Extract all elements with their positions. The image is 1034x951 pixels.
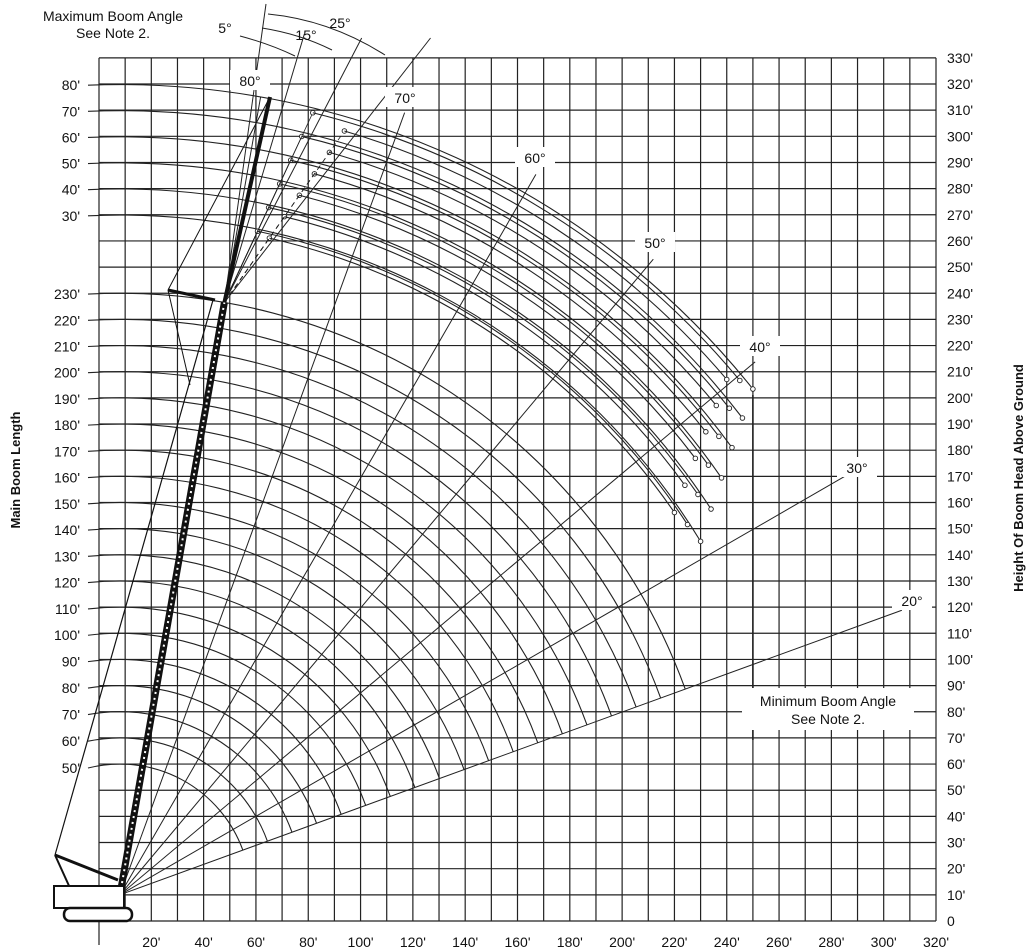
y-tick-label-right: 280' bbox=[947, 180, 974, 197]
main-boom-length-label: 170' bbox=[53, 443, 80, 460]
main-boom-length-label: 160' bbox=[53, 469, 80, 486]
main-boom-length-label: 90' bbox=[61, 653, 80, 670]
max-angle-note-line2: See Note 2. bbox=[76, 25, 150, 41]
jib-end-marker bbox=[696, 492, 701, 497]
y-tick-label-right: 90' bbox=[947, 677, 966, 694]
boom-angle-label: 30° bbox=[846, 460, 868, 476]
y-tick-label-right: 180' bbox=[947, 442, 974, 459]
main-boom-length-label: 80' bbox=[61, 680, 80, 697]
y-tick-label-right: 40' bbox=[947, 808, 966, 825]
x-tick-label: 80' bbox=[299, 934, 318, 950]
jib-end-marker bbox=[740, 416, 745, 421]
min-angle-note-line1: Minimum Boom Angle bbox=[759, 693, 897, 709]
jib-range-curve bbox=[269, 208, 698, 495]
jib-range-curve bbox=[258, 231, 688, 524]
x-tick-label: 280' bbox=[818, 934, 845, 950]
main-boom-length-label: 180' bbox=[53, 417, 80, 434]
grid bbox=[99, 58, 936, 945]
jib-range-curve bbox=[344, 131, 726, 379]
max-angle-note-line1: Maximum Boom Angle bbox=[42, 8, 184, 24]
jib-range-curve bbox=[88, 163, 722, 478]
boom-angle-line bbox=[120, 610, 902, 895]
x-tick-label: 220' bbox=[661, 934, 688, 950]
jib-backstay bbox=[168, 97, 270, 290]
x-tick-label: 320' bbox=[922, 934, 950, 950]
y-tick-label-right: 210' bbox=[947, 363, 974, 380]
boom-angle-label: 60° bbox=[524, 150, 546, 166]
jib-end-marker bbox=[706, 463, 711, 468]
x-tick-label: 60' bbox=[246, 934, 266, 950]
crane-upperworks bbox=[54, 886, 124, 908]
y-tick-label-right: 70' bbox=[947, 729, 966, 746]
jib-offset-label: 5° bbox=[218, 20, 232, 36]
jib-length-label: 80' bbox=[61, 77, 80, 94]
crane-illustration bbox=[54, 97, 270, 921]
x-tick-label: 140' bbox=[452, 934, 479, 950]
main-boom-length-label: 150' bbox=[53, 495, 80, 512]
jib-end-marker bbox=[719, 476, 724, 481]
main-boom-length-label: 50' bbox=[61, 760, 80, 777]
y-tick-label-right: 250' bbox=[947, 259, 974, 276]
jib-end-marker bbox=[709, 507, 714, 512]
main-boom-arc bbox=[88, 659, 341, 814]
main-boom-length-label: 230' bbox=[53, 286, 80, 303]
jib-end-marker bbox=[685, 522, 690, 527]
left-axis-title: Main Boom Length bbox=[8, 411, 23, 529]
main-boom-length-label: 140' bbox=[53, 522, 80, 539]
right-axis-title: Height Of Boom Head Above Ground bbox=[1011, 364, 1026, 592]
jib-end-marker bbox=[738, 378, 743, 383]
y-tick-label-right: 190' bbox=[947, 416, 974, 433]
main-boom-arc bbox=[88, 581, 415, 788]
main-boom-lattice bbox=[120, 302, 224, 894]
jib-length-label: 50' bbox=[61, 155, 80, 172]
y-tick-label-right: 60' bbox=[947, 756, 966, 773]
jib-pendant bbox=[168, 290, 190, 385]
y-tick-label-right: 230' bbox=[947, 311, 974, 328]
y-tick-label-right: 30' bbox=[947, 834, 966, 851]
main-boom-length-label: 190' bbox=[53, 390, 80, 407]
y-tick-label-right: 290' bbox=[947, 154, 974, 171]
main-boom-arc bbox=[88, 398, 587, 725]
jib-range-curve bbox=[284, 217, 684, 486]
y-tick-label-right: 240' bbox=[947, 285, 974, 302]
y-tick-label-right: 150' bbox=[947, 520, 974, 537]
y-tick-label-right: 270' bbox=[947, 206, 974, 223]
main-boom-length-label: 130' bbox=[53, 548, 80, 565]
boom-angle-label: 20° bbox=[901, 593, 923, 609]
jib-end-marker bbox=[672, 510, 677, 515]
y-tick-label-right: 110' bbox=[947, 625, 972, 642]
y-tick-label-right: 50' bbox=[947, 782, 966, 799]
jib-offset-label: 25° bbox=[329, 15, 351, 31]
x-tick-label: 300' bbox=[870, 934, 897, 950]
x-tick-label: 40' bbox=[194, 934, 213, 950]
y-tick-label-right: 10' bbox=[947, 886, 966, 903]
main-boom-arc bbox=[88, 529, 464, 770]
main-boom-length-label: 200' bbox=[53, 364, 80, 381]
y-tick-label-right: 130' bbox=[947, 572, 974, 589]
jib-end-marker bbox=[704, 430, 709, 435]
main-boom-length-label: 100' bbox=[53, 627, 80, 644]
jib-end-marker bbox=[698, 539, 703, 544]
main-boom-length-label: 60' bbox=[61, 733, 80, 750]
jib-range-curve bbox=[314, 174, 705, 432]
jib-end-marker bbox=[717, 434, 722, 439]
main-boom-length-label: 110' bbox=[55, 600, 80, 617]
x-tick-label: 160' bbox=[504, 934, 531, 950]
offset-25-arrow bbox=[268, 14, 385, 55]
jib-length-label: 40' bbox=[61, 181, 80, 198]
jib-range-curve bbox=[329, 152, 716, 405]
main-boom-arc bbox=[88, 319, 661, 698]
y-tick-label-right: 160' bbox=[947, 494, 974, 511]
min-angle-note-line2: See Note 2. bbox=[791, 711, 865, 727]
main-boom-length-label: 210' bbox=[53, 338, 80, 355]
jib-end-marker bbox=[693, 456, 698, 461]
main-boom-arc bbox=[88, 712, 292, 832]
crane-tracks bbox=[64, 908, 132, 921]
y-tick-label-right: 80' bbox=[947, 703, 966, 720]
y-tick-label-right: 100' bbox=[947, 651, 974, 668]
boom-angle-label: 50° bbox=[644, 235, 666, 251]
main-boom-length-label: 220' bbox=[53, 312, 80, 329]
jib-end-marker bbox=[730, 445, 735, 450]
jib-offset-label: 15° bbox=[295, 27, 317, 43]
jib-range-curve bbox=[269, 238, 674, 512]
boom-angle-label: 40° bbox=[749, 339, 771, 355]
boom-angle-lines bbox=[120, 97, 902, 895]
y-tick-label-right: 140' bbox=[947, 546, 974, 563]
y-tick-label-right: 170' bbox=[947, 468, 974, 485]
jib-strut bbox=[168, 290, 215, 300]
x-tick-label: 240' bbox=[713, 934, 740, 950]
y-tick-label-right: 120' bbox=[947, 599, 974, 616]
x-tick-label: 120' bbox=[399, 934, 426, 950]
jib-end-marker bbox=[727, 406, 732, 411]
y-tick-label-right: 300' bbox=[947, 128, 974, 145]
main-boom-length-label: 70' bbox=[61, 706, 80, 723]
main-boom-arc bbox=[88, 607, 390, 796]
y-tick-label-right: 220' bbox=[947, 337, 974, 354]
y-tick-label-right: 310' bbox=[947, 102, 974, 119]
boom-angle-label: 70° bbox=[394, 90, 416, 106]
boom-angle-label: 80° bbox=[239, 73, 261, 89]
y-tick-label-right: 0 bbox=[947, 913, 955, 929]
jib-length-label: 30' bbox=[61, 207, 80, 224]
x-tick-label: 180' bbox=[556, 934, 583, 950]
jib-length-label: 70' bbox=[61, 103, 80, 120]
y-tick-label-right: 260' bbox=[947, 232, 974, 249]
offset-5-arrow bbox=[240, 36, 295, 56]
x-tick-label: 100' bbox=[347, 934, 374, 950]
x-tick-label: 200' bbox=[609, 934, 636, 950]
y-tick-label-right: 20' bbox=[947, 860, 966, 877]
jib-end-marker bbox=[724, 377, 729, 382]
y-tick-label-right: 330' bbox=[947, 49, 974, 66]
jib-range-curve bbox=[280, 184, 709, 465]
y-tick-label-right: 200' bbox=[947, 389, 974, 406]
x-tick-label: 260' bbox=[766, 934, 793, 950]
jib-length-label: 60' bbox=[61, 129, 80, 146]
main-boom-length-label: 120' bbox=[53, 574, 80, 591]
jib-end-marker bbox=[714, 403, 719, 408]
jib bbox=[224, 97, 270, 302]
jib-end-marker bbox=[683, 483, 688, 488]
jib-range-curve bbox=[88, 215, 701, 541]
y-tick-label-right: 320' bbox=[947, 76, 974, 92]
jib-end-marker bbox=[751, 387, 756, 392]
x-tick-label: 20' bbox=[142, 934, 161, 950]
